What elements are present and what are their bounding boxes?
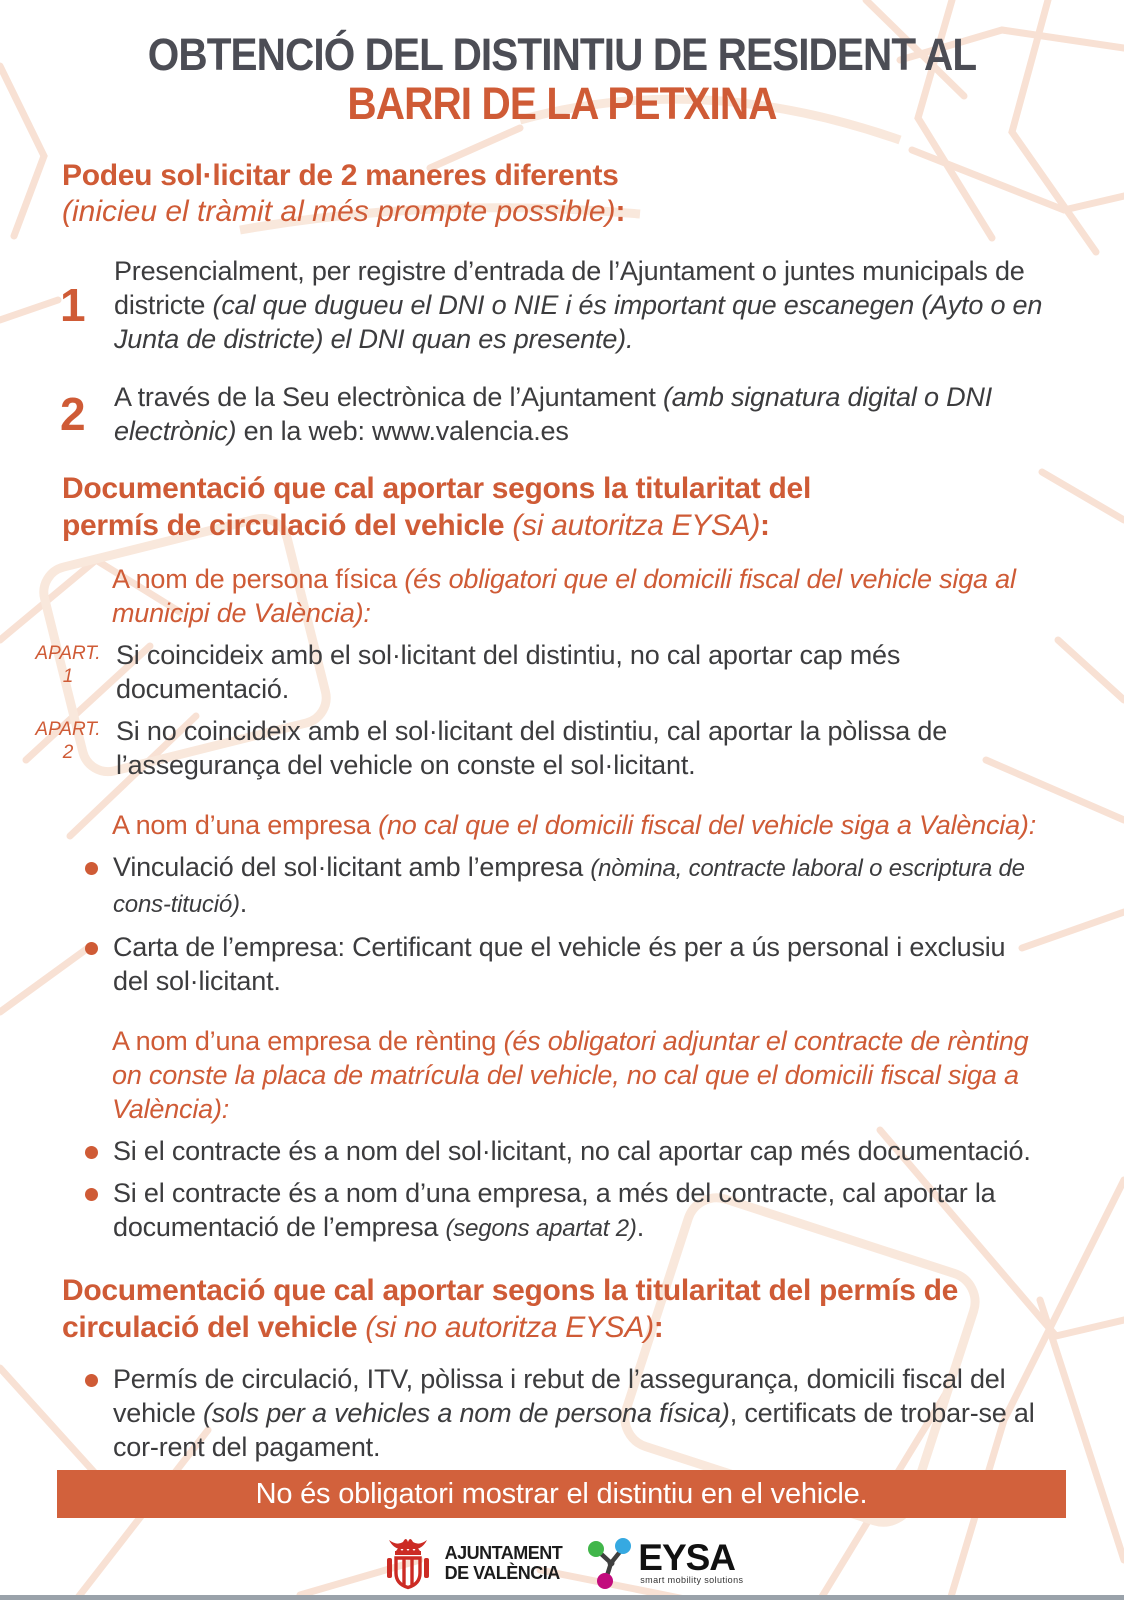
empresa-bullet-1 — [58, 850, 1066, 922]
section1-heading-italic: (si autoritza EYSA) — [512, 509, 761, 542]
renting-bullet-2-italic: (segons apartat 2) — [445, 1215, 637, 1242]
method-1 — [58, 254, 1066, 356]
bullet-dot-icon — [85, 1188, 98, 1201]
ajuntament-line-1: AJUNTAMENT — [444, 1543, 563, 1563]
section2-bullet-1-text — [113, 1362, 1043, 1464]
renting-bullet-2-after: . — [636, 1212, 644, 1242]
group-renting-title: A nom d’una empresa de rènting — [112, 1026, 504, 1056]
apart-item-1 — [35, 638, 1066, 706]
empresa-bullet-1-italic: (nòmina, contracte laboral o escriptura de cons-titució) — [113, 855, 1025, 918]
group-fisica-heading — [112, 562, 1042, 630]
apart-2-text: Si no coincideix amb el sol·licitant del distintiu, cal aportar la pòlissa de l’assegurança del vehicle on conste el sol·licitant. — [116, 716, 948, 780]
apart-1-label-text: APART. — [35, 643, 101, 664]
group-fisica-title: A nom de persona física — [112, 564, 405, 594]
bullet-dot-icon — [85, 1146, 98, 1159]
eysa-nodes-icon — [586, 1536, 632, 1590]
method-2-text-regular: A través de la Seu electrònica de l’Ajuntament — [114, 382, 663, 412]
footer-logos — [0, 1534, 1124, 1592]
method-2-number: 2 — [60, 388, 86, 440]
empresa-bullet-1-after: . — [239, 888, 248, 918]
method-2-text-italic: (amb signatura digital o DNI electrònic) — [114, 382, 992, 446]
section1-heading — [62, 470, 892, 544]
renting-bullet-1 — [58, 1134, 1066, 1168]
bullet-dot-icon — [85, 1374, 98, 1387]
empresa-bullet-1-regular: Vinculació del sol·licitant amb l’empresa — [113, 852, 591, 882]
method-2-text-after: en la web: www.valencia.es — [236, 416, 569, 446]
apart-1-label — [20, 638, 116, 706]
ajuntament-wordmark — [445, 1543, 563, 1583]
method-1-number: 1 — [60, 279, 86, 331]
ajuntament-valencia-logo — [381, 1534, 563, 1592]
apart-item-2 — [35, 714, 1066, 782]
intro-heading: Podeu sol·licitar de 2 maneres diferents — [62, 159, 619, 192]
bullet-dot-icon — [85, 942, 98, 955]
renting-bullet-2 — [58, 1176, 1066, 1246]
section2-heading-bold: Documentació que cal aportar segons la titularitat del permís de circulació del vehicle — [62, 1274, 959, 1344]
renting-bullet-2-regular: Si el contracte és a nom d’una empresa, a més del contracte, cal aportar la documentació de l’empresa — [113, 1178, 996, 1242]
empresa-bullet-1-text — [113, 850, 1043, 922]
empresa-bullet-2 — [58, 930, 1066, 998]
bullet-dot-icon — [85, 862, 98, 875]
group-renting-heading — [112, 1024, 1042, 1126]
method-1-text-italic: (cal que dugueu el DNI o NIE i és important que escanegen (Ayto o en Junta de districte) el DNI quan es presente). — [114, 290, 1043, 354]
eysa-logo — [586, 1536, 743, 1590]
section2-heading-colon: : — [653, 1311, 664, 1344]
method-2-text — [114, 380, 1056, 448]
apart-2-label-text: APART. — [35, 719, 101, 740]
apart-1-text: Si coincideix amb el sol·licitant del distintiu, no cal aportar cap més documentació. — [116, 640, 901, 704]
notice-banner: No és obligatori mostrar el distintiu en el vehicle. — [57, 1470, 1066, 1518]
page-title — [58, 30, 1066, 128]
section1-heading-bold: Documentació que cal aportar segons la titularitat del permís de circulació del vehicle — [62, 472, 811, 542]
section2-bullet-1-italic: (sols per a vehicles a nom de persona física) — [202, 1398, 730, 1428]
intro-block — [62, 158, 1066, 230]
apart-2-label-number: 2 — [62, 742, 74, 763]
renting-bullet-2-text — [113, 1176, 1043, 1246]
eysa-tagline: smart mobility solutions — [640, 1575, 744, 1585]
method-1-text-regular: Presencialment, per registre d’entrada de l’Ajuntament o juntes municipals de districte — [114, 256, 1025, 320]
group-renting-title-italic: (és obligatori adjuntar el contracte de rènting on conste la placa de matrícula del vehicle, no cal que el domicili fiscal siga a València): — [112, 1026, 1029, 1124]
intro-note-colon: : — [615, 195, 626, 228]
renting-bullet-1-regular: Si el contracte és a nom del sol·licitant, no cal aportar cap més documentació. — [113, 1136, 1031, 1166]
apart-1-label-number: 1 — [62, 666, 74, 687]
empresa-bullet-2-text — [113, 930, 1043, 998]
renting-bullet-1-text — [113, 1134, 1043, 1168]
section2-bullet-1-after: , certificats de trobar-se al cor-rent del pagament. — [113, 1398, 1035, 1462]
title-line-1: OBTENCIÓ DEL DISTINTIU DE RESIDENT AL — [147, 29, 977, 80]
empresa-bullet-2-regular: Carta de l’empresa: Certificant que el vehicle és per a ús personal i exclusiu del sol·licitant. — [113, 932, 1006, 996]
valencia-crest-icon — [381, 1534, 435, 1592]
group-empresa-title-italic: (no cal que el domicili fiscal del vehicle siga a València): — [378, 810, 1037, 840]
section1-heading-colon: : — [760, 509, 770, 542]
section2-heading-italic: (si no autoritza EYSA) — [365, 1311, 654, 1344]
title-line-2: BARRI DE LA PETXINA — [347, 78, 777, 129]
ajuntament-line-2: DE VALÈNCIA — [444, 1563, 560, 1583]
method-2 — [58, 380, 1066, 448]
group-empresa-heading — [112, 808, 1042, 842]
method-1-text — [114, 254, 1056, 356]
eysa-name: EYSA — [638, 1537, 736, 1578]
page-bottom-edge — [0, 1595, 1124, 1600]
section2-bullet-1-regular: Permís de circulació, ITV, pòlissa i rebut de l’assegurança, domicili fiscal del vehicle — [113, 1364, 1006, 1428]
apart-2-label — [20, 714, 116, 782]
group-empresa-title: A nom d’una empresa — [112, 810, 379, 840]
intro-note — [62, 194, 1066, 230]
eysa-wordmark — [638, 1537, 744, 1585]
group-fisica-title-italic: (és obligatori que el domicili fiscal del vehicle siga al municipi de València): — [112, 564, 1016, 628]
section2-bullet-1 — [58, 1362, 1066, 1464]
intro-note-italic: (inicieu el tràmit al més prompte possible) — [62, 195, 616, 228]
section2-heading — [62, 1272, 977, 1346]
